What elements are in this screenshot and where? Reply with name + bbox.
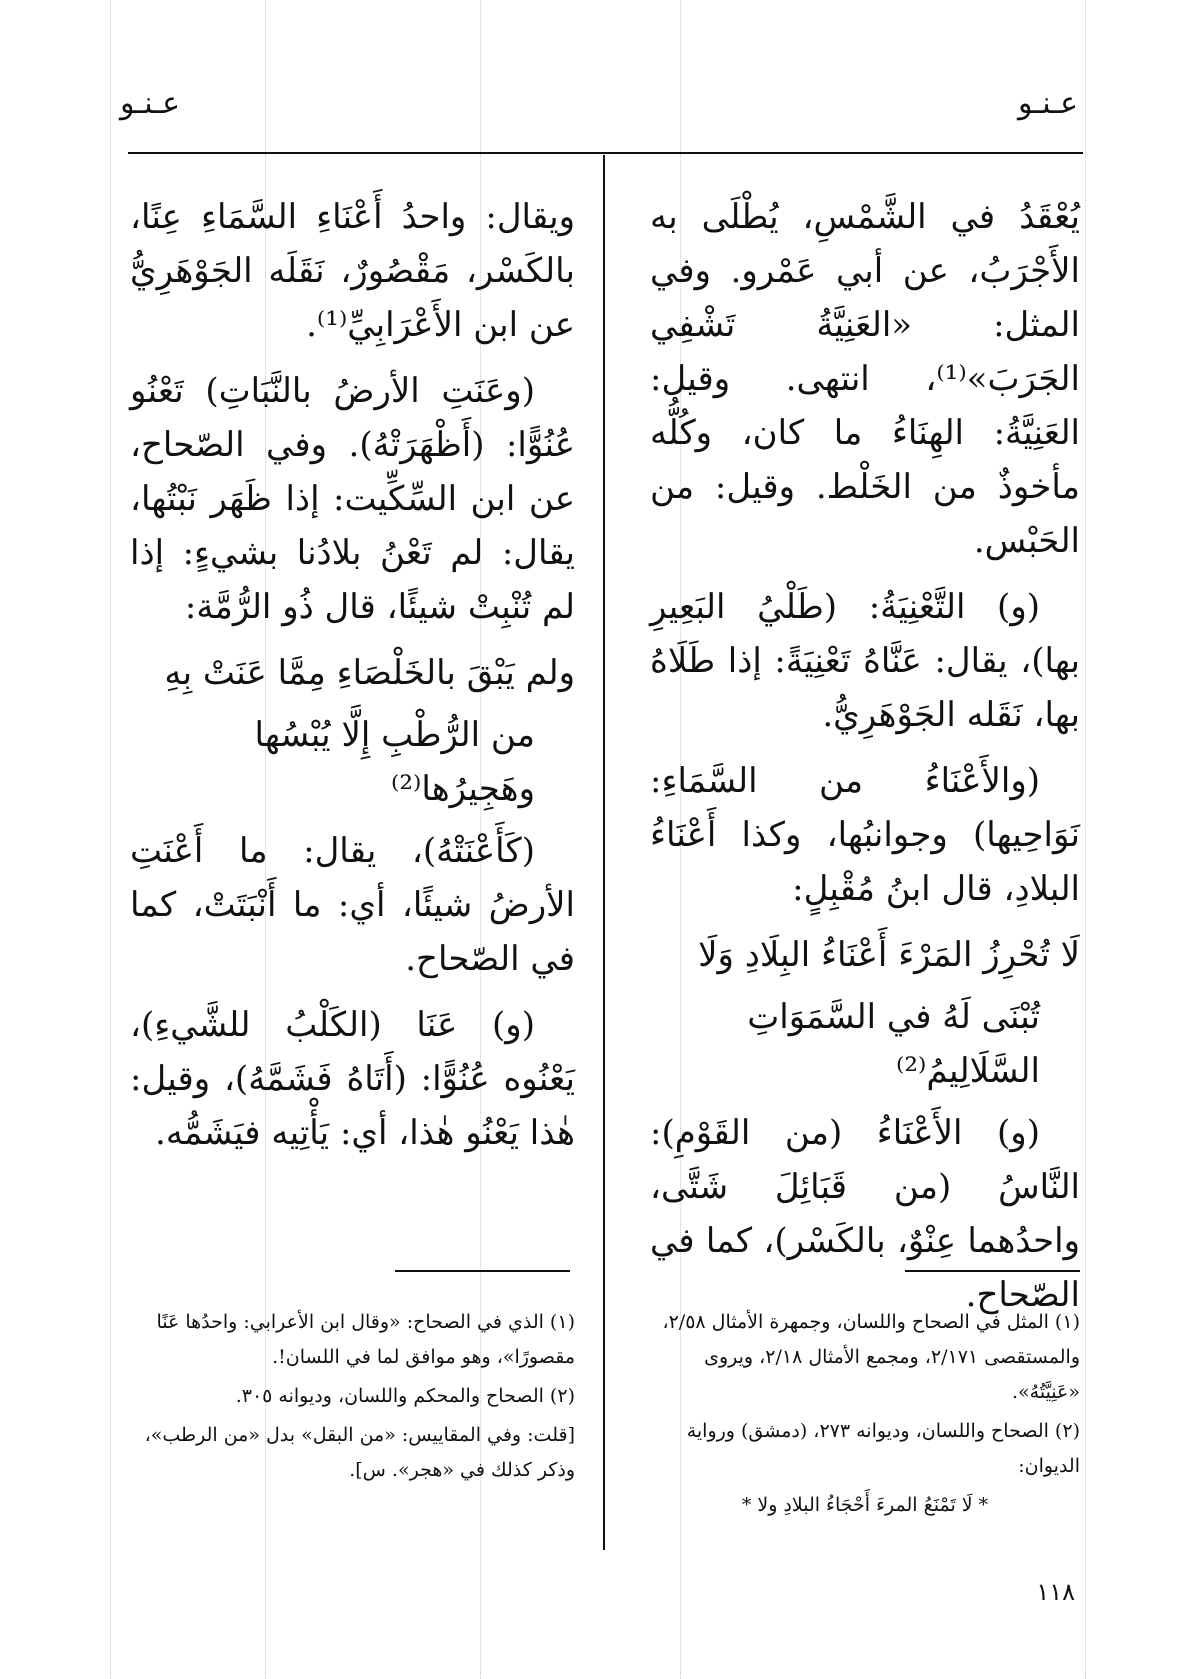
footnote: (٢) الصحاح واللسان، وديوانه ٢٧٣، (دمشق) ورواية الديوان: xyxy=(686,1420,1080,1477)
paragraph: يُعْقَدُ في الشَّمْسِ، يُطْلَى به الأَجْرَبُ، عن أبي عَمْرو. وفي المثل: «العَنِيَّةُ تَشْفِي الجَرَبَ»⁽¹⁾، انتهى. وقيل: العَنِيَّةُ: الهِنَاءُ ما كان، وكُلُّه مأخوذٌ من الخَلْط. وقيل: من الحَبْس. xyxy=(650,197,1080,561)
paragraph: (وعَنَتِ الأرضُ بالنَّبَاتِ) تَعْنُو عُنُوًّا: (أَظْهَرَتْهُ). وفي الصّحاح، عن ابن السِّكِّيت: إذا ظَهَر نَبْتُها، يقال: لم تَعْنُ بلادُنا بشيءٍ: إذا لم تُنْبِتْ شيئًا، قال ذُو الرُّمَّة: xyxy=(130,371,575,627)
footnote: (١) المثل في الصحاح واللسان، وجمهرة الأمثال ٢/٥٨، والمستقصى ٢/١٧١، ومجمع الأمثال ٢/١٨، ويروى «عَنِيَّتُهُ». xyxy=(662,1311,1080,1403)
right-column xyxy=(650,190,1080,1334)
running-head-right: عـنـو xyxy=(1017,86,1078,121)
scan-guide-line xyxy=(1085,0,1086,1679)
left-column xyxy=(130,190,575,1172)
footnotes-left xyxy=(130,1305,575,1492)
scan-guide-line xyxy=(110,0,111,1679)
running-head-left: عـنـو xyxy=(120,86,181,121)
footnote: (٢) الصحاح والمحكم واللسان، وديوانه ٣٠٥. xyxy=(235,1385,575,1407)
footnote-rule xyxy=(905,1270,1080,1272)
column-divider xyxy=(603,155,605,1550)
page-number: ١١٨ xyxy=(1036,1578,1075,1606)
footnote-verse: * لَا تَمْنَعُ المرءَ أَحْجَاءُ البلادِ ولا * xyxy=(741,1494,989,1516)
footnote-note: [قلت: وفي المقاييس: «من البقل» بدل «من الرطب»، وذكر كذلك في «هجر». س]. xyxy=(144,1424,575,1481)
footnote: (١) الذي في الصحاح: «وقال ابن الأعرابي: واحدُها عَنًا مقصورًا»، وهو موافق لما في اللسان!. xyxy=(156,1311,575,1368)
footnotes-right xyxy=(650,1305,1080,1527)
paragraph: (و) التَّعْنِيَةُ: (طَلْيُ البَعِيرِ بها)، يقال: عَنَّاهُ تَعْنِيَةً: إذا طَلَاهُ بها، نَقَله الجَوْهَرِيُّ. xyxy=(650,587,1080,735)
paragraph: ويقال: واحدُ أَعْنَاءِ السَّمَاءِ عِنًا، بالكَسْر، مَقْصُورٌ، نَقَلَه الجَوْهَرِيُّ عن ابن الأَعْرَابِيِّ⁽¹⁾. xyxy=(130,197,575,345)
paragraph: (كَأَعْنَتْهُ)، يقال: ما أَعْنَتِ الأرضُ شيئًا، أي: ما أَنْبَتَتْ، كما في الصّحاح. xyxy=(130,831,575,979)
paragraph: (و) عَنَا (الكَلْبُ للشَّيءِ)، يَعْنُوه عُنُوًّا: (أَتَاهُ فَشَمَّهُ)، وقيل: هٰذا يَعْنُو هٰذا، أي: يَأْتِيه فيَشَمُّه. xyxy=(130,1005,575,1153)
verse-line: لَا تُحْرِزُ المَرْءَ أَعْنَاءُ البِلَادِ وَلَا xyxy=(698,935,1080,975)
paragraph: (و) الأَعْنَاءُ (من القَوْمِ): النَّاسُ (من قَبَائِلَ شَتَّى، واحدُهما عِنْوٌ، بالكَسْر)، كما في الصّحاح. xyxy=(650,1113,1080,1315)
verse-line: تُبْنَى لَهُ في السَّمَوَاتِ السَّلَالِيمُ⁽²⁾ xyxy=(747,997,1040,1091)
verse-line: من الرُّطْبِ إِلَّا يُبْسُها وهَجِيرُها⁽²⁾ xyxy=(254,715,535,809)
header-rule xyxy=(128,152,1083,154)
footnote-rule xyxy=(395,1270,570,1272)
paragraph: (والأَعْنَاءُ من السَّمَاءِ: نَوَاحِيها) وجوانبُها، وكذا أَعْنَاءُ البلادِ، قال ابنُ مُقْبِلٍ: xyxy=(650,761,1080,909)
verse-line: ولم يَبْقَ بالخَلْصَاءِ مِمَّا عَنَتْ بِهِ xyxy=(164,653,575,693)
